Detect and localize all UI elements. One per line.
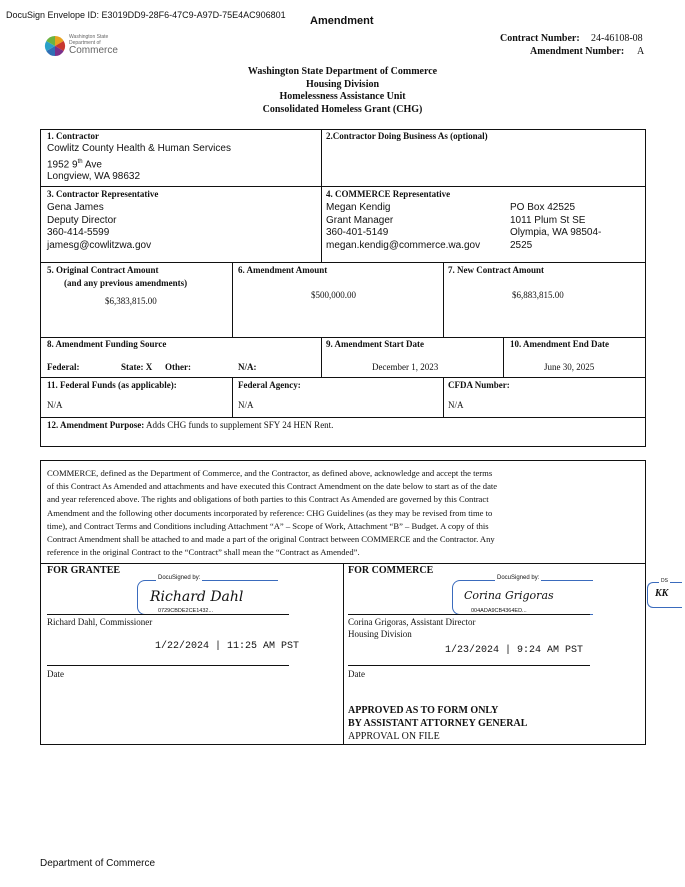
approved-line3: APPROVAL ON FILE: [348, 731, 440, 742]
purpose-text: Adds CHG funds to supplement SFY 24 HEN Rent.: [146, 420, 334, 430]
commerce-docusigned-label: DocuSigned by:: [497, 575, 540, 581]
commerce-date-label: Date: [348, 669, 365, 679]
commerce-addr-line4: 2525: [510, 239, 533, 251]
contractor-rep-title: Deputy Director: [47, 214, 117, 226]
commerce-signature: Corina Grigoras: [464, 589, 554, 602]
approved-line2: BY ASSISTANT ATTORNEY GENERAL: [348, 718, 528, 729]
body-line: Contract Amendment shall be attached to and made a part of the original Contract between COMMERCE and the Contractor. Any: [47, 534, 495, 545]
original-amount-value: $6,383,815.00: [105, 296, 157, 306]
federal-funds-value: N/A: [47, 400, 63, 410]
logo-pinwheel-icon: [44, 35, 66, 57]
end-date-label: 10. Amendment End Date: [510, 339, 610, 349]
page-heading: Amendment: [310, 15, 374, 27]
title-line2: Housing Division: [305, 78, 380, 90]
funding-other: Other:: [165, 362, 191, 372]
commerce-signed-datetime: 1/23/2024 | 9:24 AM PST: [445, 645, 584, 656]
title-line1: Washington State Department of Commerce: [247, 66, 438, 77]
funding-na: N/A:: [238, 362, 257, 372]
footer-text: Department of Commerce: [40, 858, 156, 869]
commerce-rep-address: [510, 202, 601, 252]
contract-number: 24-46108-08: [591, 33, 643, 44]
commerce-addr-line2: 1011 Plum St SE: [510, 214, 586, 226]
logo-line1: Washington State: [69, 34, 109, 40]
commerce-rep-title: Grant Manager: [326, 214, 394, 226]
contractor-rep-label: 3. Contractor Representative: [47, 189, 159, 199]
envelope-id: DocuSign Envelope ID: E3019DD9-28F6-47C9-A97D-75E4AC906801: [6, 10, 286, 20]
grantee-heading: FOR GRANTEE: [47, 565, 121, 576]
funding-source-label: 8. Amendment Funding Source: [47, 339, 167, 349]
document-title: [0, 66, 685, 116]
amendment-number: A: [637, 46, 645, 57]
start-date-label: 9. Amendment Start Date: [326, 339, 424, 349]
initials-tag: DS: [661, 578, 668, 584]
commerce-signature-hash: 004ADA9CB4364ED...: [471, 608, 527, 614]
end-date-value: June 30, 2025: [544, 362, 595, 372]
cfda-label: CFDA Number:: [448, 380, 510, 390]
original-amount-sublabel: (and any previous amendments): [64, 278, 188, 288]
logo-line3: Commerce: [69, 45, 118, 56]
commerce-addr-line3: Olympia, WA 98504-: [510, 227, 602, 238]
body-line: time), and Contract Terms and Conditions including Attachment “A” – Scope of Work, Attachment “B” – Budget. A copy of this: [47, 520, 489, 531]
commerce-division: Housing Division: [348, 629, 412, 639]
federal-funds-label: 11. Federal Funds (as applicable):: [47, 380, 177, 390]
original-amount-label: 5. Original Contract Amount: [47, 265, 159, 275]
funding-federal: Federal:: [47, 362, 80, 372]
contractor-address: 1952 9th Ave: [47, 158, 102, 170]
commerce-rep-info: [326, 202, 480, 252]
commerce-rep-phone: 360-401-5149: [326, 227, 389, 238]
initials-value: KK: [655, 588, 669, 599]
amendment-amount-value: $500,000.00: [311, 290, 356, 300]
contractor-info: [47, 143, 231, 184]
grantee-signature: Richard Dahl: [150, 589, 244, 605]
commerce-rep-email[interactable]: megan.kendig@commerce.wa.gov: [326, 239, 481, 251]
grantee-signer-name: Richard Dahl, Commissioner: [47, 617, 153, 627]
approved-line1: APPROVED AS TO FORM ONLY: [348, 705, 499, 716]
dba-label: 2.Contractor Doing Business As (optional): [326, 131, 488, 141]
federal-agency-value: N/A: [238, 400, 254, 410]
start-date-value: December 1, 2023: [372, 362, 439, 372]
body-line: of this Contract As Amended and attachments and have executed this Contract Amendment on the date below to start as of the date: [47, 481, 498, 492]
grantee-docusigned-label: DocuSigned by:: [158, 575, 201, 581]
purpose-label: 12. Amendment Purpose:: [47, 420, 145, 430]
contractor-rep-email[interactable]: jamesg@cowlitzwa.gov: [47, 239, 152, 251]
body-line: and year referenced above. The rights and obligations of both parties to this Contract As Amended are governed by this Contract: [47, 494, 489, 505]
cfda-value: N/A: [448, 400, 464, 410]
federal-agency-label: Federal Agency:: [238, 380, 301, 390]
contractor-rep-name: Gena James: [47, 202, 104, 213]
new-amount-label: 7. New Contract Amount: [448, 265, 544, 275]
logo-line2: Department of: [69, 40, 101, 46]
grantee-date-label: Date: [47, 669, 64, 679]
commerce-signer-name: Corina Grigoras, Assistant Director: [348, 617, 476, 627]
agreement-paragraph: [47, 467, 497, 559]
contractor-rep-phone: 360-414-5599: [47, 227, 110, 238]
commerce-logo: [44, 33, 134, 59]
commerce-rep-label: 4. COMMERCE Representative: [326, 189, 451, 199]
new-amount-value: $6,883,815.00: [512, 290, 564, 300]
body-line: reference in the original Contract to the “Contract” shall mean the “Contract as Amended”.: [47, 547, 360, 558]
contractor-city: Longview, WA 98632: [47, 171, 141, 183]
title-line4: Consolidated Homeless Grant (CHG): [262, 103, 423, 115]
contractor-rep-info: [47, 202, 151, 252]
amendment-number-label: Amendment Number:: [530, 46, 625, 57]
purpose: [47, 420, 333, 430]
body-line: Amendment and the following other documents incorporated by reference: CHG Guidelines (as they may be revised from time to: [47, 507, 493, 518]
commerce-addr-line1: PO Box 42525: [510, 202, 576, 213]
body-line: COMMERCE, defined as the Department of Commerce, and the Contractor, as defined above, acknowledge and accept the terms: [47, 468, 493, 478]
commerce-heading: FOR COMMERCE: [348, 565, 434, 576]
title-line3: Homelessness Assistance Unit: [279, 91, 406, 102]
contractor-label: 1. Contractor: [47, 131, 99, 141]
funding-state: State: X: [121, 362, 153, 372]
contract-number-label: Contract Number:: [500, 33, 580, 44]
grantee-signed-datetime: 1/22/2024 | 11:25 AM PST: [155, 641, 300, 652]
amendment-amount-label: 6. Amendment Amount: [238, 265, 328, 275]
grantee-signature-hash: 0729CBDE2CE1432...: [158, 608, 214, 614]
contractor-name: Cowlitz County Health & Human Services: [47, 143, 231, 154]
commerce-rep-name: Megan Kendig: [326, 202, 391, 213]
